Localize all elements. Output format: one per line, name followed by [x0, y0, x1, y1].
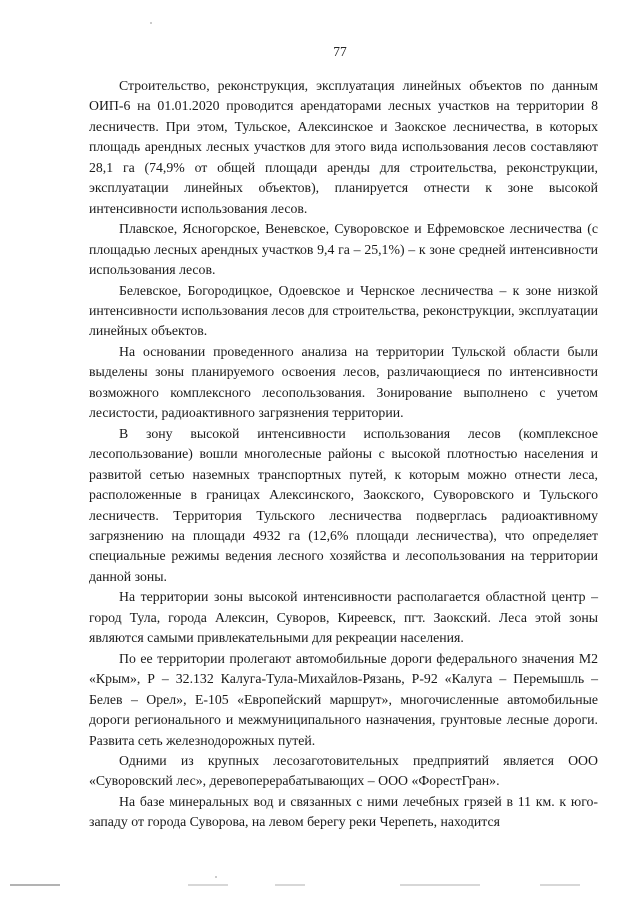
- paragraph-enterprises: Одними из крупных лесозаготовительных предприятий является ООО «Суворовский лес», деревоперерабатывающих – ООО «ФорестГран».: [89, 752, 598, 789]
- paragraph-regional-center: На территории зоны высокой интенсивности располагается областной центр – город Тула, города Алексин, Суворов, Киреевск, пгт. Заокский. Леса этой зоны являются самыми привлекательными для рекреации населения.: [89, 589, 598, 646]
- paragraph-zoning-analysis: На основании проведенного анализа на территории Тульской области были выделены зоны планируемого освоения лесов, различающиеся по интенсивности возможного комплексного лесопользования. Зонирование выполнено с учетом лесистости, радиоактивного загрязнения территории.: [89, 343, 598, 421]
- paragraph-low-zone: Белевское, Богородицкое, Одоевское и Чернское лесничества – к зоне низкой интенсивности использования лесов для строительства, реконструкции, эксплуатации линейных объектов.: [89, 282, 598, 339]
- scan-artifact: [150, 22, 152, 24]
- paragraph-roads: По ее территории пролегают автомобильные дороги федерального значения М2 «Крым», Р – 32.132 Калуга-Тула-Михайлов-Рязань, Р-92 «Калуга – Перемышль – Белев – Орел», Е-105 «Европейский маршрут», многочисленные автомобильные дороги регионального и межмуниципального назначения, грунтовые лесные дороги. Развита сеть железнодорожных путей.: [89, 650, 598, 748]
- scan-artifact: [10, 884, 60, 886]
- scan-artifact: [188, 884, 228, 886]
- page-number: 77: [333, 44, 347, 59]
- scan-artifact: [215, 876, 217, 878]
- paragraph-mineral-waters: На базе минеральных вод и связанных с ними лечебных грязей в 11 км. к юго-западу от города Суворова, на левом берегу реки Черепеть, находится: [89, 793, 598, 830]
- scan-artifact: [400, 884, 480, 886]
- scan-artifact: [275, 884, 305, 886]
- paragraph-high-intensity-zone: В зону высокой интенсивности использования лесов (комплексное лесопользование) вошли многолесные районы с высокой плотностью населения и развитой сетью наземных транспортных путей, к которым можно отнести леса, расположенные в границах Алексинского, Заокского, Суворовского и Тульского лесничеств. Территория Тульского лесничества подверглась радиоактивному загрязнению на площади 4932 га (12,6% площади лесничества), что определяет специальные режимы ведения лесного хозяйства и лесопользования на территории данной зоны.: [89, 425, 598, 584]
- document-body: [89, 76, 598, 833]
- scan-artifact: [540, 884, 580, 886]
- paragraph-linear-objects: Строительство, реконструкция, эксплуатация линейных объектов по данным ОИП-6 на 01.01.2020 проводится арендаторами лесных участков на территории 8 лесничеств. При этом, Тульское, Алексинское и Заокское лесничества, в которых площадь арендных лесных участков для этого вида использования лесов составляют 28,1 га (74,9% от общей площади аренды для строительства, реконструкции, эксплуатации линейных объектов), планируется отнести к зоне высокой интенсивности использования лесов.: [89, 78, 598, 216]
- paragraph-medium-zone: Плавское, Ясногорское, Веневское, Суворовское и Ефремовское лесничества (с площадью лесных арендных участков 9,4 га – 25,1%) – к зоне средней интенсивности использования лесов.: [89, 221, 598, 278]
